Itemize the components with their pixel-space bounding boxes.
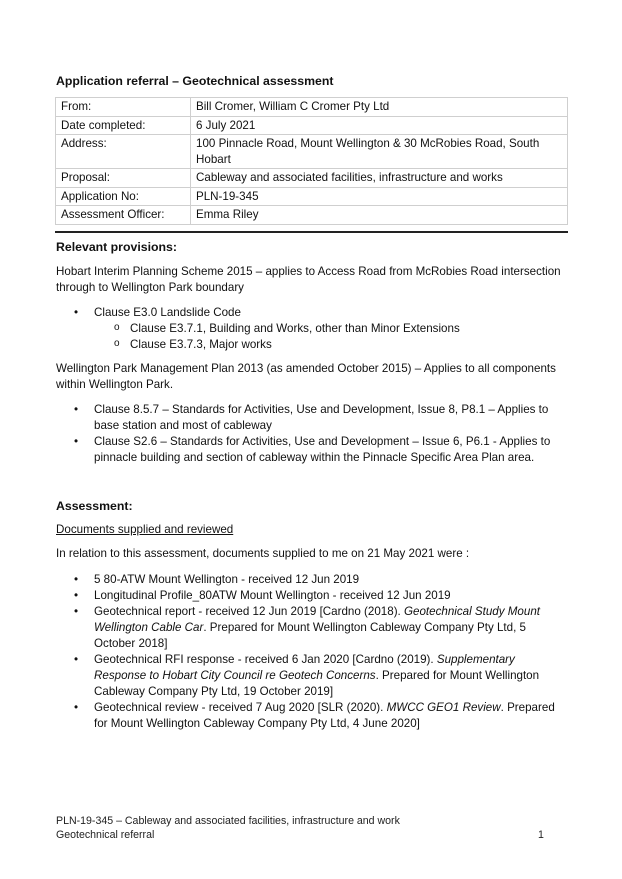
doc-text: Geotechnical review - received 7 Aug 2020 [SLR (2020). [94, 701, 387, 714]
list-item: • Clause 8.5.7 – Standards for Activities, Use and Development, Issue 8, P8.1 – Applies to base station and most of cableway [56, 402, 556, 434]
table-label: Proposal: [56, 169, 191, 188]
documents-subheading: Documents supplied and reviewed [56, 523, 234, 536]
park-clauses-list [56, 402, 556, 466]
list-item: • Clause S2.6 – Standards for Activities, Use and Development – Issue 6, P6.1 - Applies to pinnacle building and section of cableway within the Pinnacle Specific Area Plan area. [56, 434, 556, 466]
list-item [56, 652, 556, 700]
page-number: 1 [538, 829, 544, 841]
assessment-heading: Assessment: [56, 499, 133, 513]
doc-text: Geotechnical RFI response - received 6 Jan 2020 [Cardno (2019). [94, 653, 437, 666]
list-item [56, 604, 556, 652]
table-row [56, 206, 568, 225]
list-item [56, 700, 556, 732]
provisions-paragraph-2: Wellington Park Management Plan 2013 (as amended October 2015) – Applies to all components within Wellington Park. [56, 362, 556, 391]
table-value: Bill Cromer, William C Cromer Pty Ltd [191, 98, 568, 117]
landslide-code-list [56, 305, 556, 353]
doc-text: . Prepared for Mount Wellington Cableway Company Pty Ltd, 4 June 2020] [94, 701, 555, 730]
sub-list-item: o Clause E3.7.3, Major works [94, 337, 556, 353]
assessment-intro: In relation to this assessment, documents supplied to me on 21 May 2021 were : [56, 547, 470, 560]
sub-clause-list [94, 321, 556, 353]
table-row [56, 187, 568, 206]
table-row [56, 135, 568, 169]
list-item [56, 305, 556, 353]
referral-info-table [55, 97, 568, 225]
list-item: • Longitudinal Profile_80ATW Mount Wellington - received 12 Jun 2019 [56, 588, 556, 604]
table-value: PLN-19-345 [191, 187, 568, 206]
list-item: • 5 80-ATW Mount Wellington - received 12 Jun 2019 [56, 572, 556, 588]
table-row [56, 98, 568, 117]
doc-text: . Prepared for Mount Wellington Cableway Company Pty Ltd, 19 October 2019] [94, 669, 540, 698]
doc-text: Geotechnical report - received 12 Jun 2019 [Cardno (2018). [94, 605, 404, 618]
table-value: 6 July 2021 [191, 116, 568, 135]
table-value: 100 Pinnacle Road, Mount Wellington & 30 McRobies Road, South Hobart [191, 135, 568, 169]
doc-text: . Prepared for Mount Wellington Cableway Company Pty Ltd, 5 October 2018] [94, 621, 526, 650]
provisions-heading: Relevant provisions: [56, 240, 177, 254]
table-value: Cableway and associated facilities, infrastructure and works [191, 169, 568, 188]
doc-title: MWCC GEO1 Review [386, 701, 501, 714]
table-row [56, 169, 568, 188]
table-value: Emma Riley [191, 206, 568, 225]
clause-text: Clause E3.0 Landslide Code [94, 306, 241, 319]
table-label: Date completed: [56, 116, 191, 135]
table-label: Assessment Officer: [56, 206, 191, 225]
documents-list [56, 572, 556, 732]
table-row [56, 116, 568, 135]
footer-line-2: Geotechnical referral [56, 829, 155, 841]
document-title: Application referral – Geotechnical assessment [56, 74, 334, 88]
table-label: From: [56, 98, 191, 117]
table-label: Address: [56, 135, 191, 169]
footer-line-1: PLN-19-345 – Cableway and associated facilities, infrastructure and work [56, 815, 400, 827]
sub-list-item: o Clause E3.7.1, Building and Works, other than Minor Extensions [94, 321, 556, 337]
doc-title: Geotechnical Study Mount Wellington Cable Car [94, 605, 540, 634]
doc-title: Supplementary Response to Hobart City Council re Geotech Concerns [94, 653, 515, 682]
section-divider [55, 231, 568, 233]
table-label: Application No: [56, 187, 191, 206]
provisions-paragraph-1: Hobart Interim Planning Scheme 2015 – applies to Access Road from McRobies Road intersection through to Wellington Park boundary [56, 265, 561, 294]
